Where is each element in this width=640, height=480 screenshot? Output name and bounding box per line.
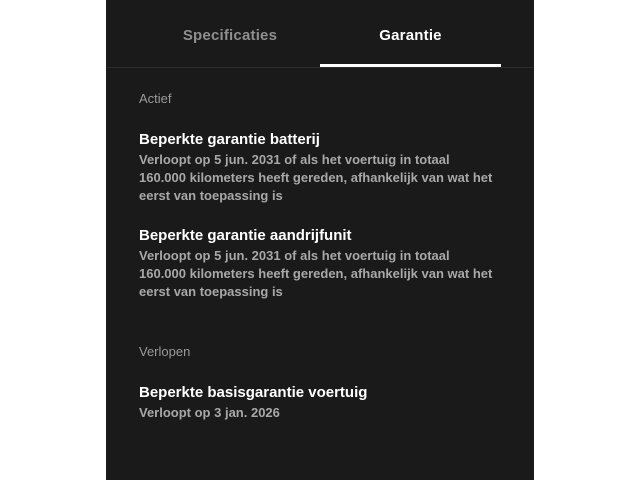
active-tab-indicator	[320, 64, 501, 67]
warranty-desc-line: Verloopt op 3 jan. 2026	[139, 405, 280, 420]
tab-garantie[interactable]: Garantie	[379, 27, 442, 44]
section-label-actief: Actief	[139, 91, 172, 106]
warranty-desc-line: 160.000 kilometers heeft gereden, afhankelijk van wat het	[139, 266, 493, 281]
warranty-desc-line: Verloopt op 5 jun. 2031 of als het voertuig in totaal	[139, 152, 450, 167]
warranty-desc-line: 160.000 kilometers heeft gereden, afhankelijk van wat het	[139, 170, 493, 185]
warranty-title: Beperkte basisgarantie voertuig	[139, 384, 368, 401]
warranty-desc-line: eerst van toepassing is	[139, 188, 283, 203]
section-label-verlopen: Verlopen	[139, 344, 191, 359]
tab-bar	[106, 0, 534, 68]
warranty-title: Beperkte garantie batterij	[139, 131, 320, 148]
warranty-desc-line: eerst van toepassing is	[139, 284, 283, 299]
warranty-desc-line: Verloopt op 5 jun. 2031 of als het voertuig in totaal	[139, 248, 450, 263]
warranty-title: Beperkte garantie aandrijfunit	[139, 227, 352, 244]
tab-specificaties[interactable]: Specificaties	[182, 27, 278, 44]
warranty-panel	[106, 0, 534, 480]
